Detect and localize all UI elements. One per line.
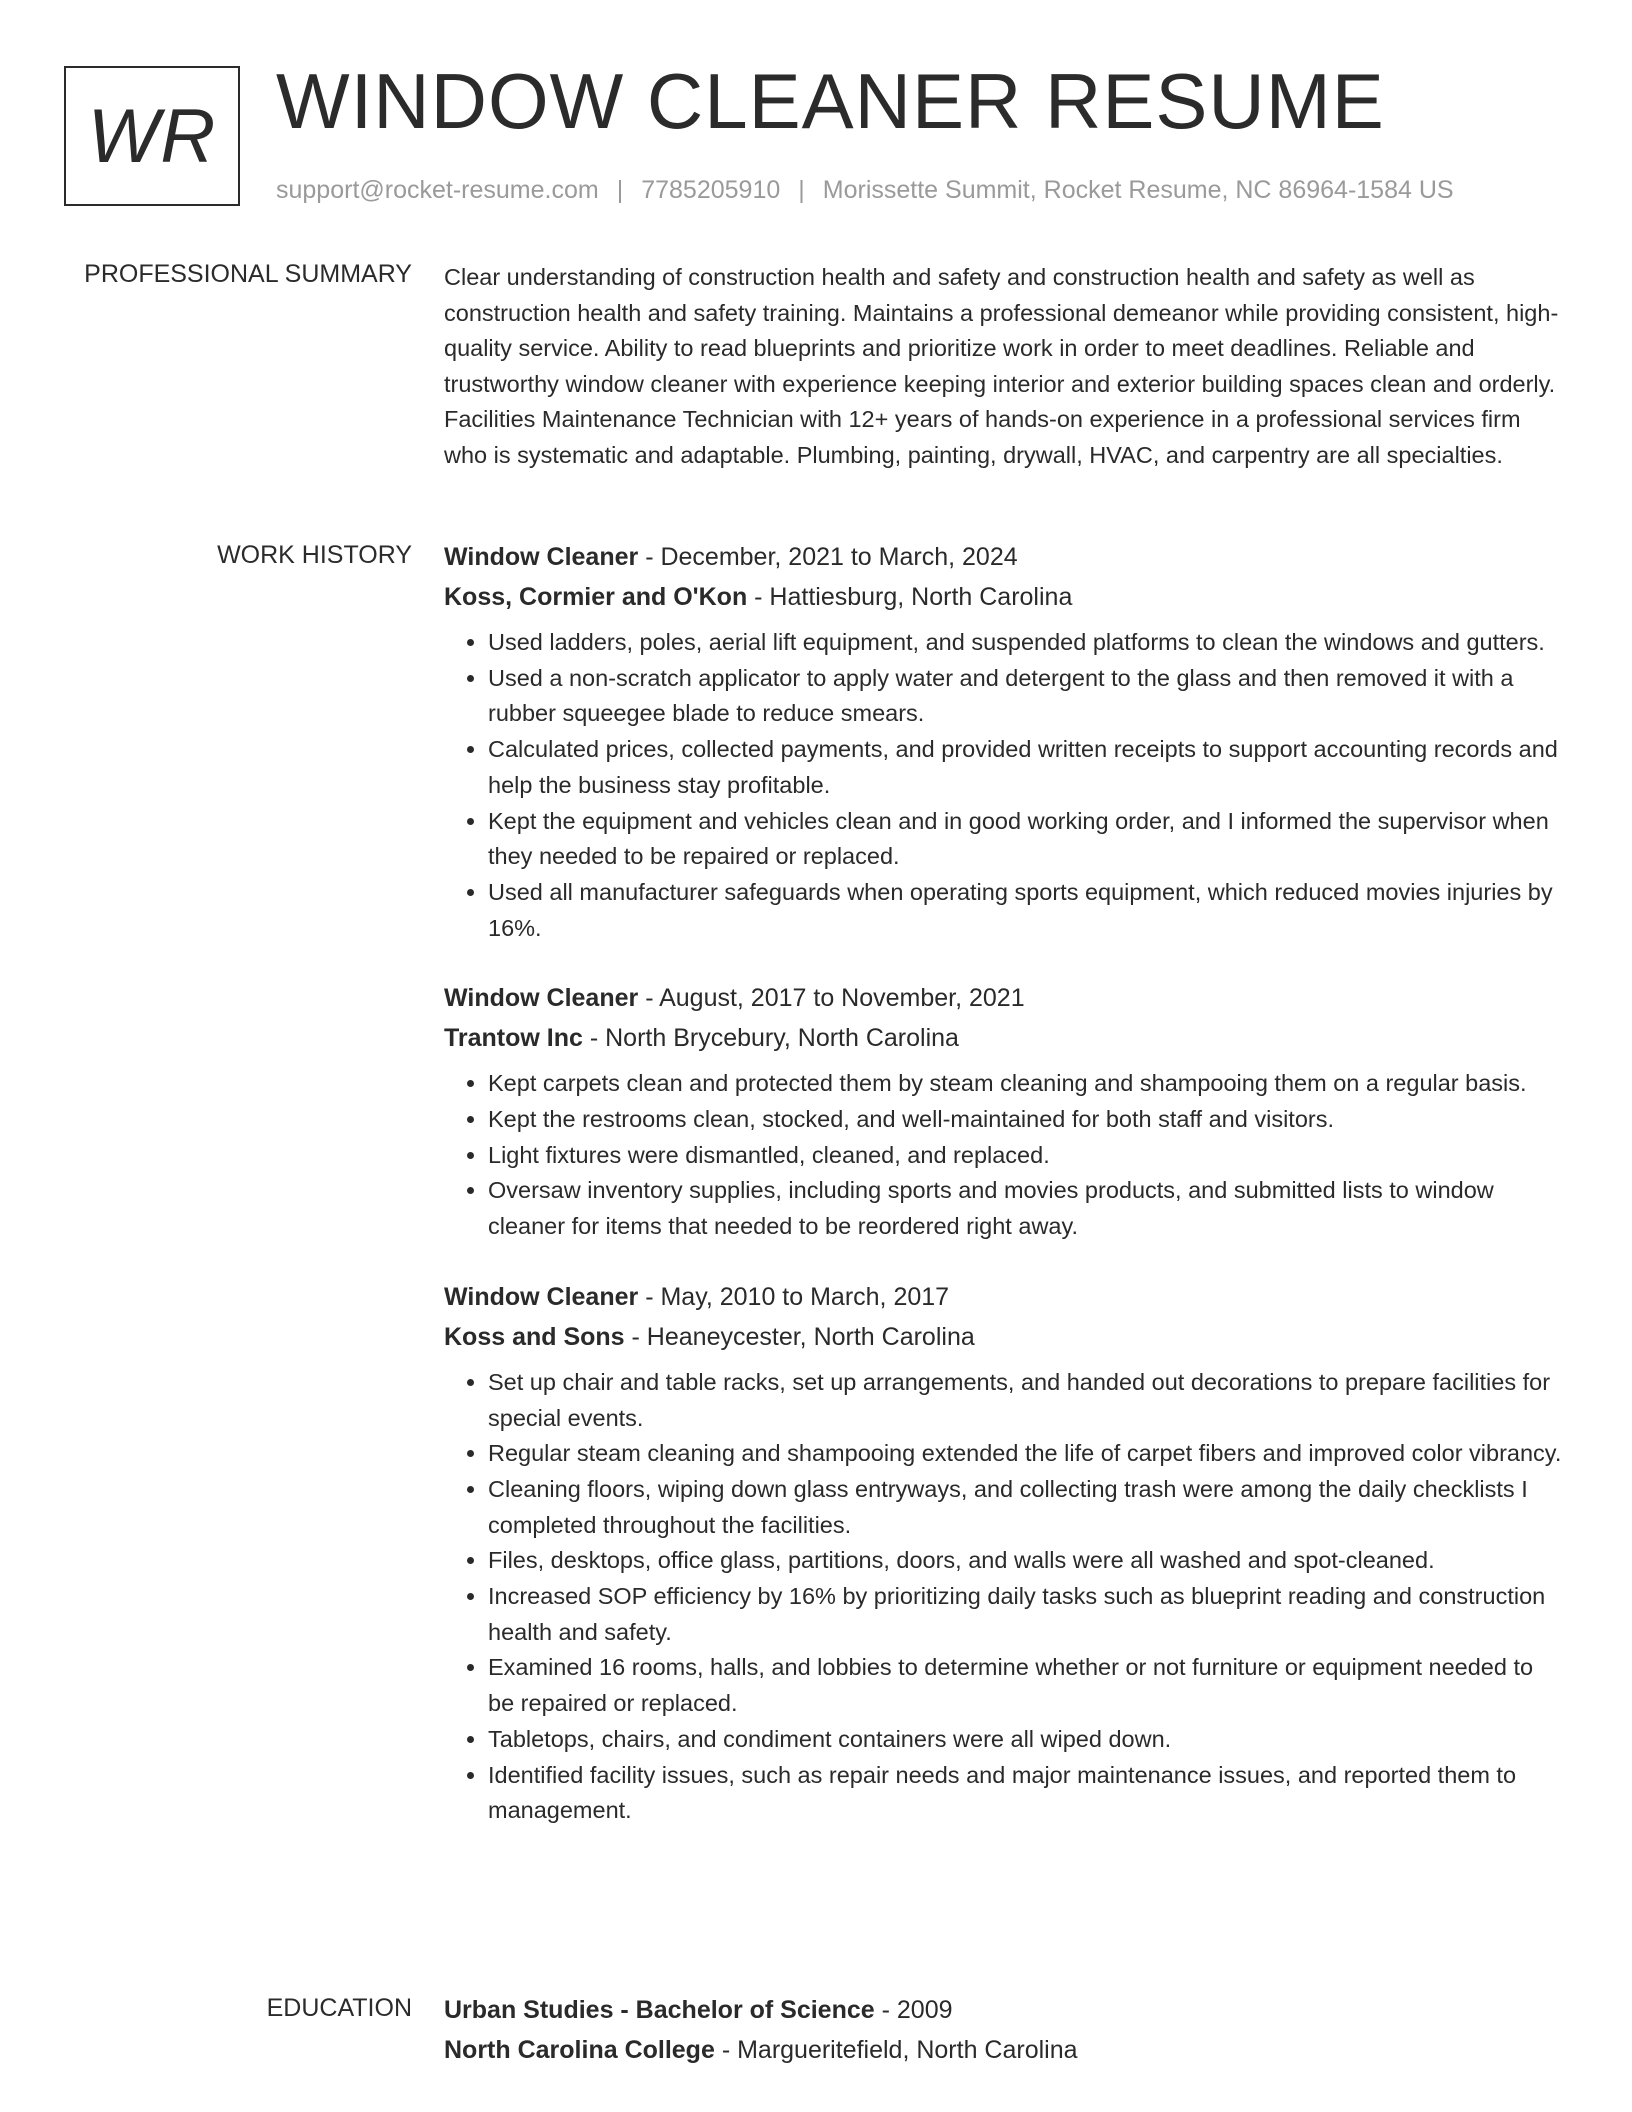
job-bullets [444,1365,1564,1829]
job-company: Koss, Cormier and O'Kon [444,583,748,611]
job-entry [444,1277,1564,1829]
job-bullet: • Identified facility issues, such as repair needs and major maintenance issues, and reported them to management. [488,1758,1564,1829]
job-entry [444,978,1564,1245]
job-title: Window Cleaner [444,984,639,1013]
job-bullet: • Increased SOP efficiency by 16% by prioritizing daily tasks such as blueprint reading and construction health and safety. [488,1579,1564,1650]
job-location: - Heaneycester, North Carolina [624,1322,975,1351]
job-bullet: • Light fixtures were dismantled, cleaned, and replaced. [488,1138,1564,1174]
education-year: - 2009 [874,1996,953,2024]
summary-text: Clear understanding of construction health and safety and construction health and safety as well as construction health and safety training. Maintains a professional demeanor while providing consistent, high-quality service. Ability to read blueprints and prioritize work in order to meet deadlines. Reliable and trustworthy window cleaner with experience keeping interior and exterior building spaces clean and orderly. Facilities Maintenance Technician with 12+ years of hands-on experience in a professional services firm who is systematic and adaptable. Plumbing, painting, drywall, HVAC, and carpentry are all specialties. [444,264,1559,468]
job-bullet: • Used a non-scratch applicator to apply water and detergent to the glass and then removed it with a rubber squeegee blade to reduce smears. [488,661,1564,732]
job-bullet: • Regular steam cleaning and shampooing extended the life of carpet fibers and improved color vibrancy. [488,1436,1564,1472]
job-company: Koss and Sons [444,1322,625,1351]
job-title-line [444,978,1564,1018]
job-bullets [444,625,1564,946]
section-label-education: EDUCATION [266,1994,412,2022]
education-degree: Urban Studies - Bachelor of Science [444,1996,875,2024]
job-title: Window Cleaner [444,1282,639,1311]
job-company: Trantow Inc [444,1024,583,1053]
job-bullet: • Files, desktops, office glass, partitions, doors, and walls were all washed and spot-cleaned. [488,1543,1564,1579]
job-bullet: • Cleaning floors, wiping down glass entryways, and collecting trash were among the daily checklists I completed throughout the facilities. [488,1472,1564,1543]
job-bullet: • Calculated prices, collected payments, and provided written receipts to support accounting records and help the business stay profitable. [488,732,1564,803]
monogram-initials: WR [87,93,217,179]
job-bullets [444,1066,1564,1245]
education-degree-line [444,1990,1564,2030]
job-company-line [444,577,1564,617]
job-title: Window Cleaner [444,543,639,571]
contact-email: support@rocket-resume.com [276,176,599,204]
education-school: North Carolina College [444,2036,715,2064]
job-dates: - December, 2021 to March, 2024 [638,543,1018,571]
job-bullet: • Used all manufacturer safeguards when operating sports equipment, which reduced movies injuries by 16%. [488,875,1564,946]
resume-title: WINDOW CLEANER RESUME [276,57,1385,145]
job-bullet: • Used ladders, poles, aerial lift equipment, and suspended platforms to clean the windows and gutters. [488,625,1564,661]
contact-address: Morissette Summit, Rocket Resume, NC 86964-1584 US [822,176,1454,204]
job-company-line [444,1317,1564,1357]
education-school-line [444,2030,1564,2070]
job-location: - North Brycebury, North Carolina [582,1024,959,1053]
job-bullet: • Kept the equipment and vehicles clean and in good working order, and I informed the supervisor when they needed to be repaired or replaced. [488,804,1564,875]
job-dates: - May, 2010 to March, 2017 [638,1282,950,1311]
job-bullet: • Set up chair and table racks, set up arrangements, and handed out decorations to prepare facilities for special events. [488,1365,1564,1436]
contact-separator: | [798,176,805,204]
contact-line [276,176,1454,205]
job-bullet: • Kept the restrooms clean, stocked, and well-maintained for both staff and visitors. [488,1102,1564,1138]
section-label-summary: PROFESSIONAL SUMMARY [84,260,412,288]
job-bullet: • Oversaw inventory supplies, including sports and movies products, and submitted lists to window cleaner for items that needed to be reordered right away. [488,1173,1564,1244]
contact-separator: | [616,176,624,204]
contact-phone: 7785205910 [641,176,781,204]
job-title-line [444,537,1564,577]
job-bullet: • Examined 16 rooms, halls, and lobbies to determine whether or not furniture or equipment needed to be repaired or replaced. [488,1650,1564,1721]
job-company-line [444,1018,1564,1058]
section-label-work-history: WORK HISTORY [217,541,412,569]
job-title-line [444,1277,1564,1317]
monogram [64,66,240,206]
job-bullet: • Kept carpets clean and protected them by steam cleaning and shampooing them on a regular basis. [488,1066,1564,1102]
education-location: - Margueritefield, North Carolina [714,2036,1078,2064]
job-dates: - August, 2017 to November, 2021 [638,984,1025,1013]
job-bullet: • Tabletops, chairs, and condiment containers were all wiped down. [488,1722,1564,1758]
job-entry [444,537,1564,946]
job-location: - Hattiesburg, North Carolina [747,583,1073,611]
